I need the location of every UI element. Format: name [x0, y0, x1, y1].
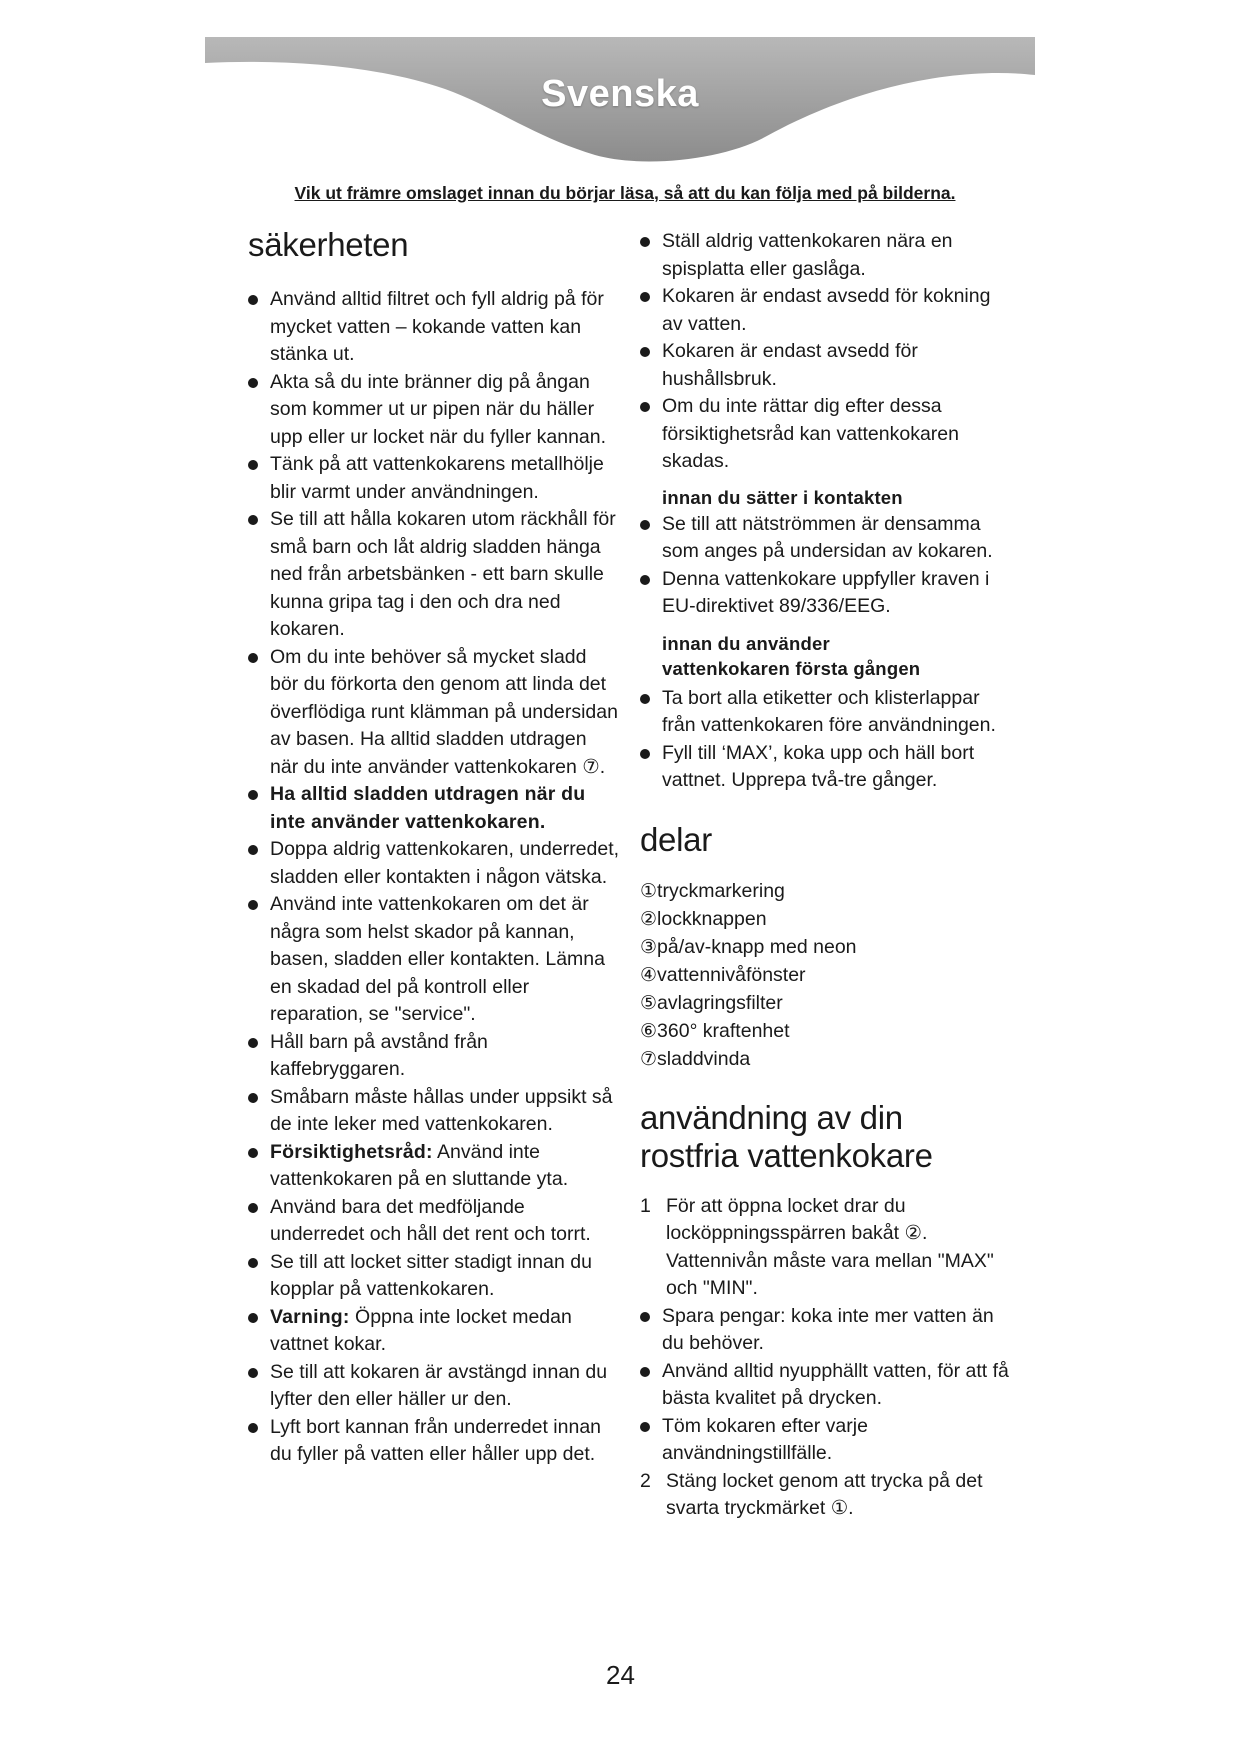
part-item [640, 933, 1012, 961]
usage-item: Spara pengar: koka inte mer vatten än du behöver. [640, 1303, 1012, 1358]
part-label: lockknappen [657, 907, 767, 930]
first-use-list [640, 685, 1012, 795]
safety-item: Se till att locket sitter stadigt innan du kopplar på vattenkokaren. [248, 1249, 620, 1304]
safety-item: Ställ aldrig vattenkokaren nära en spisplatta eller gaslåga. [640, 228, 1012, 283]
safety-item: Se till att hålla kokaren utom räckhåll för små barn och låt aldrig sladden hänga ned från arbetsbänken - ett barn skulle kunna gripa tag i den och dra ned kokaren. [248, 506, 620, 644]
usage-heading [640, 1099, 1012, 1175]
safety-item: Akta så du inte bränner dig på ångan som kommer ut ur pipen när du häller upp eller ur locket när du fyller kannan. [248, 369, 620, 452]
safety-item-caution [248, 1139, 620, 1194]
safety-item: Kokaren är endast avsedd för hushållsbruk. [640, 338, 1012, 393]
before-plug-in-heading: innan du sätter i kontakten [662, 486, 903, 508]
caution-text: Använd inte vattenkokaren på en sluttande yta. [270, 1140, 569, 1190]
first-use-heading [662, 631, 1012, 681]
part-label: på/av-knapp med neon [657, 935, 857, 958]
part-number: ⑦ [640, 1047, 658, 1070]
safety-item: Om du inte rättar dig efter dessa försiktighetsråd kan vattenkokaren skadas. [640, 393, 1012, 476]
step-text: Stäng locket genom att trycka på det svarta tryckmärket ①. [666, 1469, 983, 1519]
first-use-heading-line1: innan du använder [662, 632, 830, 654]
header-banner [205, 37, 1035, 172]
safety-item: Håll barn på avstånd från kaffebryggaren. [248, 1029, 620, 1084]
part-label: tryckmarkering [657, 879, 785, 902]
safety-item: Lyft bort kannan från underredet innan du fyller på vatten eller håller upp det. [248, 1414, 620, 1469]
step-text: För att öppna locket drar du locköppningsspärren bakåt ②. Vattennivån måste vara mellan "MAX" och "MIN". [666, 1194, 994, 1299]
safety-item: Använd bara det medföljande underredet och håll det rent och torrt. [248, 1194, 620, 1249]
part-label: sladdvinda [657, 1047, 751, 1070]
step-number: 2 [640, 1469, 651, 1492]
part-item [640, 905, 1012, 933]
part-number: ③ [640, 935, 658, 958]
part-item [640, 1017, 1012, 1045]
part-label: avlagringsfilter [657, 991, 783, 1014]
before-plug-in-item: Se till att nätströmmen är densamma som anges på undersidan av kokaren. [640, 511, 1012, 566]
safety-item: Kokaren är endast avsedd för kokning av vatten. [640, 283, 1012, 338]
part-item [640, 961, 1012, 989]
first-use-item: Ta bort alla etiketter och klisterlappar från vattenkokaren före användningen. [640, 685, 1012, 740]
usage-step-1 [640, 1193, 1012, 1303]
before-plug-in-item: Denna vattenkokare uppfyller kraven i EU-direktivet 89/336/EEG. [640, 566, 1012, 621]
usage-step-2 [640, 1468, 1012, 1523]
part-number: ⑥ [640, 1019, 658, 1042]
part-number: ① [640, 879, 658, 902]
part-number: ⑤ [640, 991, 658, 1014]
safety-item-bold: Ha alltid sladden utdragen när du inte använder vattenkokaren. [248, 781, 620, 836]
right-column [640, 228, 1012, 1523]
before-plug-in-list [640, 511, 1012, 621]
step-number: 1 [640, 1194, 651, 1217]
safety-item: Se till att kokaren är avstängd innan du lyfter den eller häller ur den. [248, 1359, 620, 1414]
page-number: 24 [606, 1660, 635, 1690]
safety-item: Använd alltid filtret och fyll aldrig på för mycket vatten – kokande vatten kan stänka ut. [248, 286, 620, 369]
safety-item: Använd inte vattenkokaren om det är några som helst skador på kannan, basen, sladden eller kontakten. Lämna en skadad del på kontroll eller reparation, se "service". [248, 891, 620, 1029]
parts-list [640, 877, 1012, 1073]
parts-heading: delar [640, 820, 712, 858]
part-number: ② [640, 907, 658, 930]
warning-label: Varning: [270, 1305, 350, 1328]
language-title: Svenska [541, 73, 699, 115]
safety-item: Tänk på att vattenkokarens metallhölje blir varmt under användningen. [248, 451, 620, 506]
usage-heading-line1: användning av din [640, 1098, 903, 1136]
first-use-item: Fyll till ‘MAX’, koka upp och häll bort vattnet. Upprepa två-tre gånger. [640, 740, 1012, 795]
safety-list-continued [640, 228, 1012, 476]
part-item [640, 989, 1012, 1017]
intro-instruction: Vik ut främre omslaget innan du börjar läsa, så att du kan följa med på bilderna. [294, 183, 956, 203]
part-label: 360° kraftenhet [657, 1019, 790, 1042]
safety-item: Småbarn måste hållas under uppsikt så de inte leker med vattenkokaren. [248, 1084, 620, 1139]
part-item [640, 1045, 1012, 1073]
first-use-heading-line2: vattenkokaren första gången [662, 657, 921, 679]
warning-text: Öppna inte locket medan vattnet kokar. [270, 1305, 572, 1355]
usage-list [640, 1303, 1012, 1468]
part-number: ④ [640, 963, 658, 986]
usage-heading-line2: rostfria vattenkokare [640, 1136, 933, 1174]
usage-item: Töm kokaren efter varje användningstillfälle. [640, 1413, 1012, 1468]
part-item [640, 877, 1012, 905]
safety-item: Doppa aldrig vattenkokaren, underredet, sladden eller kontakten i någon vätska. [248, 836, 620, 891]
safety-item: Om du inte behöver så mycket sladd bör du förkorta den genom att linda det överflödiga runt klämman på undersidan av basen. Ha alltid sladden utdragen när du inte använder vattenkokaren ⑦. [248, 644, 620, 782]
caution-label: Försiktighetsråd: [270, 1140, 433, 1163]
part-label: vattennivåfönster [657, 963, 806, 986]
left-column [248, 226, 620, 1469]
safety-item-warning [248, 1304, 620, 1359]
safety-list [248, 286, 620, 1469]
safety-heading: säkerheten [248, 226, 409, 263]
usage-item: Använd alltid nyupphällt vatten, för att få bästa kvalitet på drycken. [640, 1358, 1012, 1413]
